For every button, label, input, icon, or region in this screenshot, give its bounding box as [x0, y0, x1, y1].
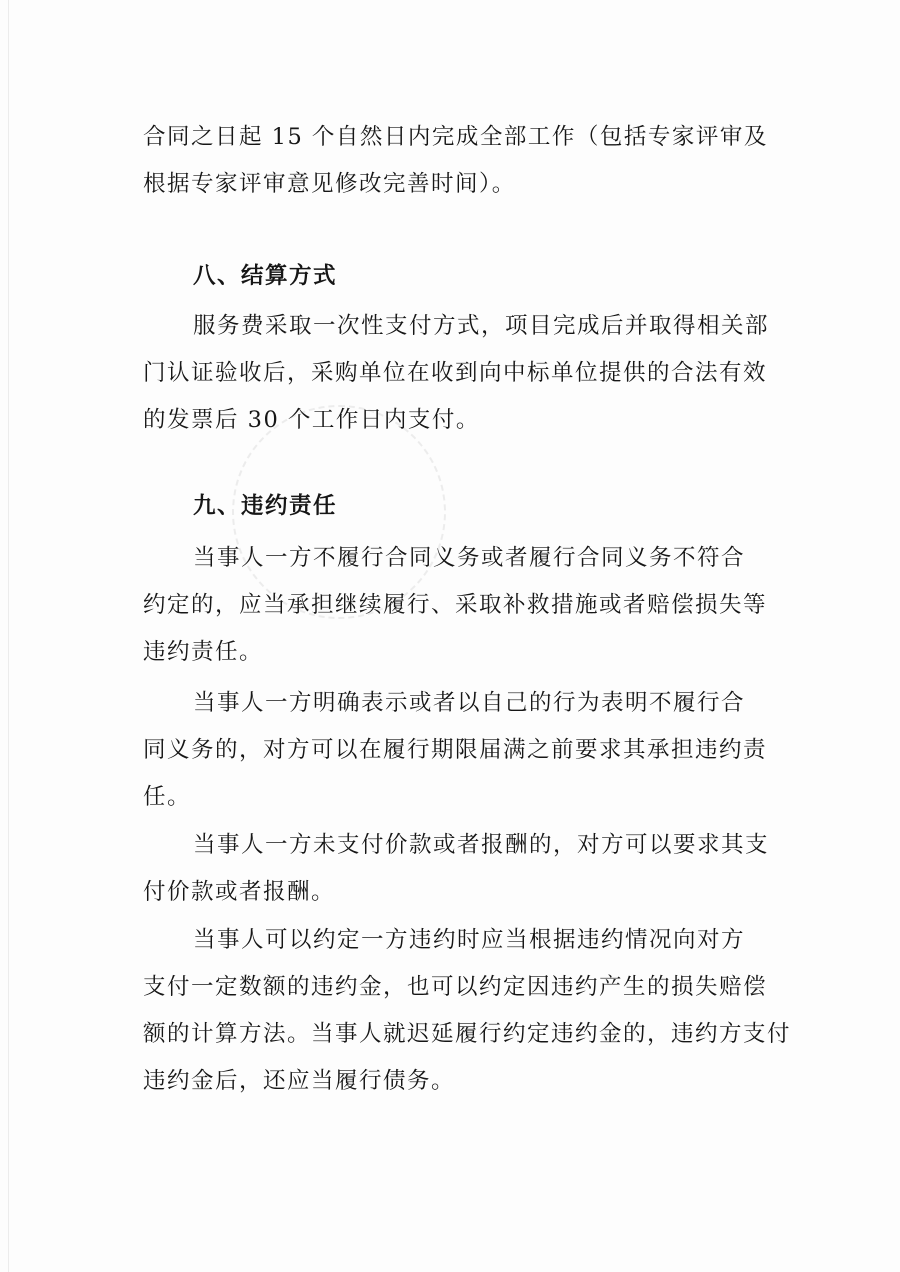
paragraph-line: 当事人可以约定一方违约时应当根据违约情况向对方 [193, 927, 746, 953]
scan-edge-line [8, 0, 9, 1272]
paragraph-line: 约定的，应当承担继续履行、采取补救措施或者赔偿损失等 [143, 592, 768, 618]
section-heading-settlement: 八、结算方式 [193, 263, 338, 289]
paragraph-line: 支付一定数额的违约金，也可以约定因违约产生的损失赔偿 [143, 974, 768, 1000]
section-heading-liability: 九、违约责任 [193, 493, 338, 519]
intro-paragraph [143, 114, 768, 208]
paragraph-line: 当事人一方未支付价款或者报酬的，对方可以要求其支 [193, 832, 770, 858]
paragraph-line: 同义务的，对方可以在履行期限届满之前要求其承担违约责 [143, 737, 768, 763]
paragraph-line: 根据专家评审意见修改完善时间）。 [143, 171, 516, 197]
liability-paragraph-2 [143, 680, 767, 821]
paragraph-line: 额的计算方法。当事人就迟延履行约定违约金的，违约方支付 [143, 1021, 792, 1047]
paragraph-line: 服务费采取一次性支付方式，项目完成后并取得相关部 [193, 313, 770, 339]
liability-paragraph-1 [143, 535, 767, 676]
paragraph-line: 任。 [143, 784, 192, 810]
liability-paragraph-4 [143, 917, 791, 1105]
paragraph-line: 门认证验收后，采购单位在收到向中标单位提供的合法有效 [143, 360, 768, 386]
paragraph-line: 付价款或者报酬。 [143, 879, 336, 905]
paragraph-line: 当事人一方不履行合同义务或者履行合同义务不符合 [193, 545, 746, 571]
paragraph-line: 违约责任。 [143, 639, 264, 665]
settlement-paragraph [143, 303, 769, 444]
paragraph-line: 当事人一方明确表示或者以自己的行为表明不履行合 [193, 690, 746, 716]
liability-paragraph-3 [143, 822, 769, 916]
paragraph-line: 违约金后，还应当履行债务。 [143, 1068, 456, 1094]
paragraph-line: 的发票后 30 个工作日内支付。 [143, 407, 480, 433]
paragraph-line: 合同之日起 15 个自然日内完成全部工作（包括专家评审及 [143, 124, 768, 150]
